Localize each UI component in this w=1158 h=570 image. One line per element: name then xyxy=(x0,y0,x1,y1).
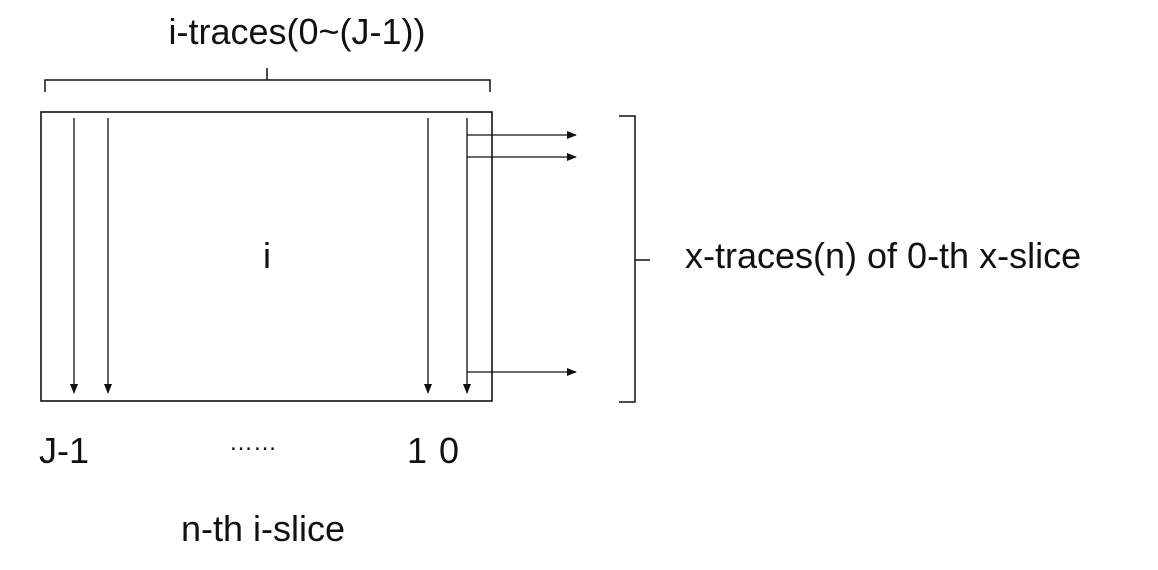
bottom-dots: …… xyxy=(229,429,277,456)
top-brace xyxy=(45,68,490,92)
caption-label: n-th i-slice xyxy=(180,508,346,549)
right-label: x-traces(n) of 0-th x-slice xyxy=(685,235,1082,276)
bottom-zero-label: 0 xyxy=(439,430,460,471)
right-brace xyxy=(619,116,650,402)
top-label: i-traces(0~(J-1)) xyxy=(168,11,426,52)
center-label: i xyxy=(263,235,271,276)
bottom-left-label: J-1 xyxy=(39,430,90,471)
bottom-one-label: 1 xyxy=(407,430,428,471)
